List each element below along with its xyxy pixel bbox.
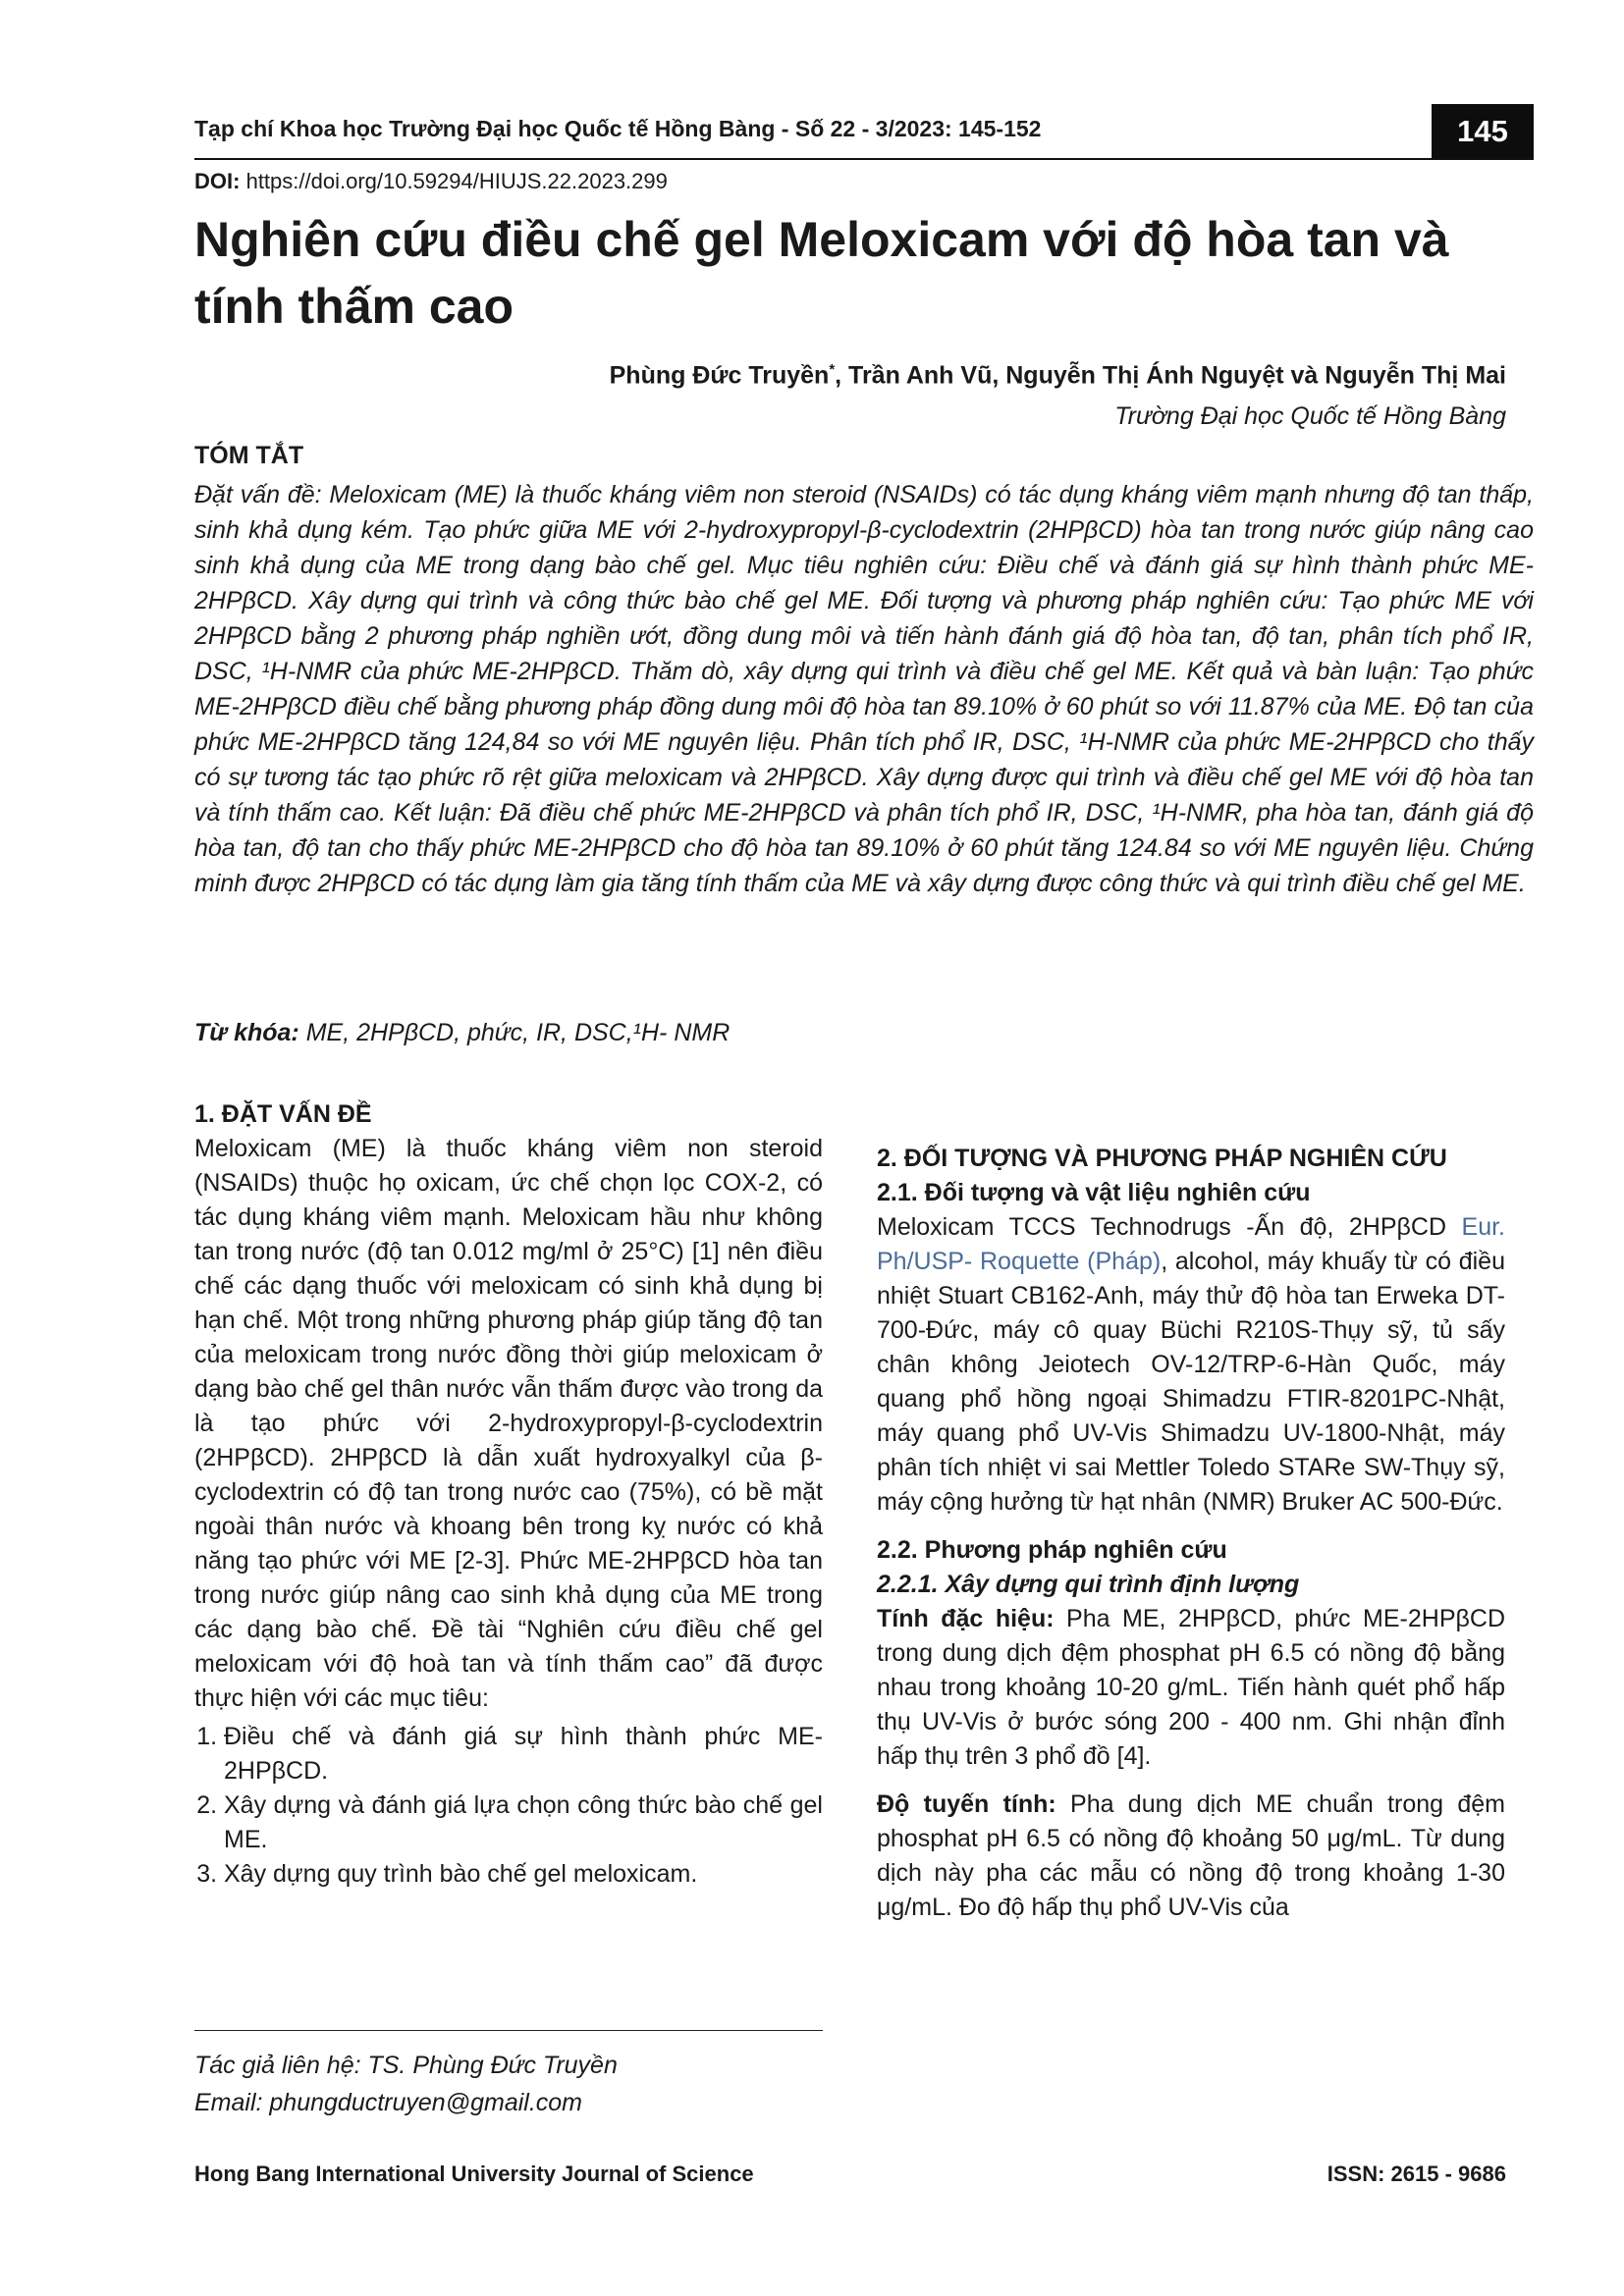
list-item: 1. Điều chế và đánh giá sự hình thành phức ME-2HPβCD.: [224, 1720, 823, 1789]
specificity-text: Pha ME, 2HPβCD, phức ME-2HPβCD trong dung dịch đệm phosphat pH 6.5 có nồng độ bằng nhau trong khoảng 10-20 g/mL. Tiến hành quét phổ hấp thụ UV-Vis ở bước sóng 200 - 400 nm. Ghi nhận đỉnh hấp thụ trên 3 phổ đồ [4].: [877, 1605, 1505, 1770]
materials-text-b: , alcohol, máy khuấy từ có điều nhiệt Stuart CB162-Anh, máy thử độ hòa tan Erweka DT-700-Đức, máy cô quay Büchi R210S-Thụy sỹ, tủ sấy chân không Jeiotech OV-12/TRP-6-Hàn Quốc, máy quang phổ hồng ngoại Shimadzu FTIR-8201PC-Nhật, máy quang phổ UV-Vis Shimadzu UV-1800-Nhật, máy phân tích nhiệt vi sai Mettler Toledo STARe SW-Thụy sỹ, máy cộng hưởng từ hạt nhân (NMR) Bruker AC 500-Đức.: [877, 1248, 1505, 1516]
list-item: 2. Xây dựng và đánh giá lựa chọn công thức bào chế gel ME.: [224, 1789, 823, 1857]
author-list: [610, 361, 1506, 390]
journal-citation: Tạp chí Khoa học Trường Đại học Quốc tế Hồng Bàng - Số 22 - 3/2023: 145-152: [194, 116, 1042, 141]
section-1-heading: 1. ĐẶT VẤN ĐỀ: [194, 1100, 372, 1128]
footnote-email: Email: phungductruyen@gmail.com: [194, 2089, 583, 2116]
first-author: Phùng Đức Truyền: [609, 361, 830, 390]
right-column: [877, 1142, 1505, 1925]
linearity-text: Pha dung dịch ME chuẩn trong đệm phosphat pH 6.5 có nồng độ khoảng 50 μg/mL. Từ dung dịch này pha các mẫu có nồng độ trong khoảng 1-30 μg/mL. Đo độ hấp thụ phổ UV-Vis của: [877, 1790, 1505, 1921]
materials-text-a: Meloxicam TCCS Technodrugs -Ấn độ, 2HPβCD: [877, 1213, 1462, 1241]
doi-line: [194, 169, 668, 194]
section-1-paragraph: Meloxicam (ME) là thuốc kháng viêm non steroid (NSAIDs) thuộc họ oxicam, ức chế chọn lọc COX-2, có tác dụng kháng viêm mạnh. Meloxicam hầu như không tan trong nước (độ tan 0.012 mg/ml ở 25°C) [1] nên điều chế các dạng thuốc với meloxicam có sinh khả dụng bị hạn chế. Một trong những phương pháp giúp tăng độ tan của meloxicam trong nước đồng thời giúp meloxicam ở dạng bào chế gel thân nước vẫn thấm được vào trong da là tạo phức với 2-hydroxypropyl-β-cyclodextrin (2HPβCD). 2HPβCD là dẫn xuất hydroxyalkyl của β-cyclodextrin có độ tan trong nước cao (75%), có bề mặt ngoài thân nước và khoang bên trong kỵ nước có khả năng tạo phức với ME [2-3]. Phức ME-2HPβCD hòa tan trong nước giúp nâng cao sinh khả dụng của ME trong các dạng bào chế. Đề tài “Nghiên cứu điều chế gel meloxicam với độ hoà tan và tính thấm cao” đã được thực hiện với các mục tiêu:: [194, 1135, 823, 1712]
section-2-heading: 2. ĐỐI TƯỢNG VÀ PHƯƠNG PHÁP NGHIÊN CỨU: [877, 1145, 1447, 1172]
footnote: [194, 2047, 618, 2121]
list-item: 3. Xây dựng quy trình bào chế gel meloxicam.: [224, 1857, 823, 1892]
keywords-text: ME, 2HPβCD, phức, IR, DSC,¹H- NMR: [298, 1019, 731, 1046]
materials-paragraph: [877, 1210, 1505, 1520]
linearity-label: Độ tuyến tính:: [877, 1790, 1056, 1818]
linearity-paragraph: [877, 1788, 1505, 1925]
footnote-contact: Tác giả liên hệ: TS. Phùng Đức Truyền: [194, 2052, 618, 2079]
keywords-label: Từ khóa:: [194, 1019, 299, 1046]
abstract-heading: TÓM TẮT: [194, 442, 304, 469]
subsection-2-2-heading: 2.2. Phương pháp nghiên cứu: [877, 1536, 1227, 1564]
article-title: Nghiên cứu điều chế gel Meloxicam với độ hòa tan và tính thấm cao: [194, 212, 1449, 334]
materials-supplier: Eur. Ph/USP- Roquette (Pháp): [877, 1213, 1505, 1275]
footer-journal: Hong Bang International University Journal of Science: [194, 2162, 754, 2186]
subsection-2-1-heading: 2.1. Đối tượng và vật liệu nghiên cứu: [877, 1179, 1311, 1206]
left-column: [194, 1097, 823, 1892]
objectives-list: [194, 1720, 823, 1892]
corresponding-mark: *: [829, 361, 836, 378]
specificity-paragraph: [877, 1602, 1505, 1774]
header-divider: [194, 158, 1534, 160]
other-authors: , Trần Anh Vũ, Nguyễn Thị Ánh Nguyệt và Nguyễn Thị Mai: [835, 361, 1506, 390]
affiliation: Trường Đại học Quốc tế Hồng Bàng: [1114, 402, 1506, 430]
footer-issn: ISSN: 2615 - 9686: [1326, 2162, 1506, 2186]
keywords: [194, 1019, 730, 1047]
subsection-2-2-1-heading: 2.2.1. Xây dựng qui trình định lượng: [877, 1571, 1300, 1598]
page-number: 145: [1432, 104, 1534, 159]
doi-label: DOI:: [194, 169, 241, 193]
doi-link[interactable]: https://doi.org/10.59294/HIUJS.22.2023.299: [245, 169, 668, 193]
abstract-text: Đặt vấn đề: Meloxicam (ME) là thuốc kháng viêm non steroid (NSAIDs) có tác dụng kháng viêm mạnh nhưng độ tan thấp, sinh khả dụng kém. Tạo phức giữa ME với 2-hydroxypropyl-β-cyclodextrin (2HPβCD) hòa tan trong nước giúp nâng cao sinh khả dụng của ME trong dạng bào chế gel. Mục tiêu nghiên cứu: Điều chế và đánh giá sự hình thành phức ME-2HPβCD. Xây dựng qui trình và công thức bào chế gel ME. Đối tượng và phương pháp nghiên cứu: Tạo phức ME với 2HPβCD bằng 2 phương pháp nghiền ướt, đồng dung môi và tiến hành đánh giá độ hòa tan, độ tan, phân tích phổ IR, DSC, ¹H-NMR của phức ME-2HPβCD. Thăm dò, xây dựng qui trình và điều chế gel ME. Kết quả và bàn luận: Tạo phức ME-2HPβCD điều chế bằng phương pháp đồng dung môi độ hòa tan 89.10% ở 60 phút so với 11.87% của ME. Độ tan của phức ME-2HPβCD tăng 124,84 so với ME nguyên liệu. Phân tích phổ IR, DSC, ¹H-NMR của phức ME-2HPβCD cho thấy có sự tương tác tạo phức rõ rệt giữa meloxicam và 2HPβCD. Xây dựng được qui trình và điều chế gel ME với độ hòa tan và tính thấm cao. Kết luận: Đã điều chế phức ME-2HPβCD và phân tích phổ IR, DSC, ¹H-NMR, pha hòa tan, đánh giá độ hòa tan, độ tan cho thấy phức ME-2HPβCD cho độ hòa tan 89.10% ở 60 phút tăng 124.84 so với ME nguyên liệu. Chứng minh được 2HPβCD có tác dụng làm gia tăng tính thấm của ME và xây dựng được công thức và qui trình điều chế gel ME.: [194, 481, 1534, 897]
footnote-divider: [194, 2030, 823, 2031]
specificity-label: Tính đặc hiệu:: [877, 1605, 1055, 1632]
